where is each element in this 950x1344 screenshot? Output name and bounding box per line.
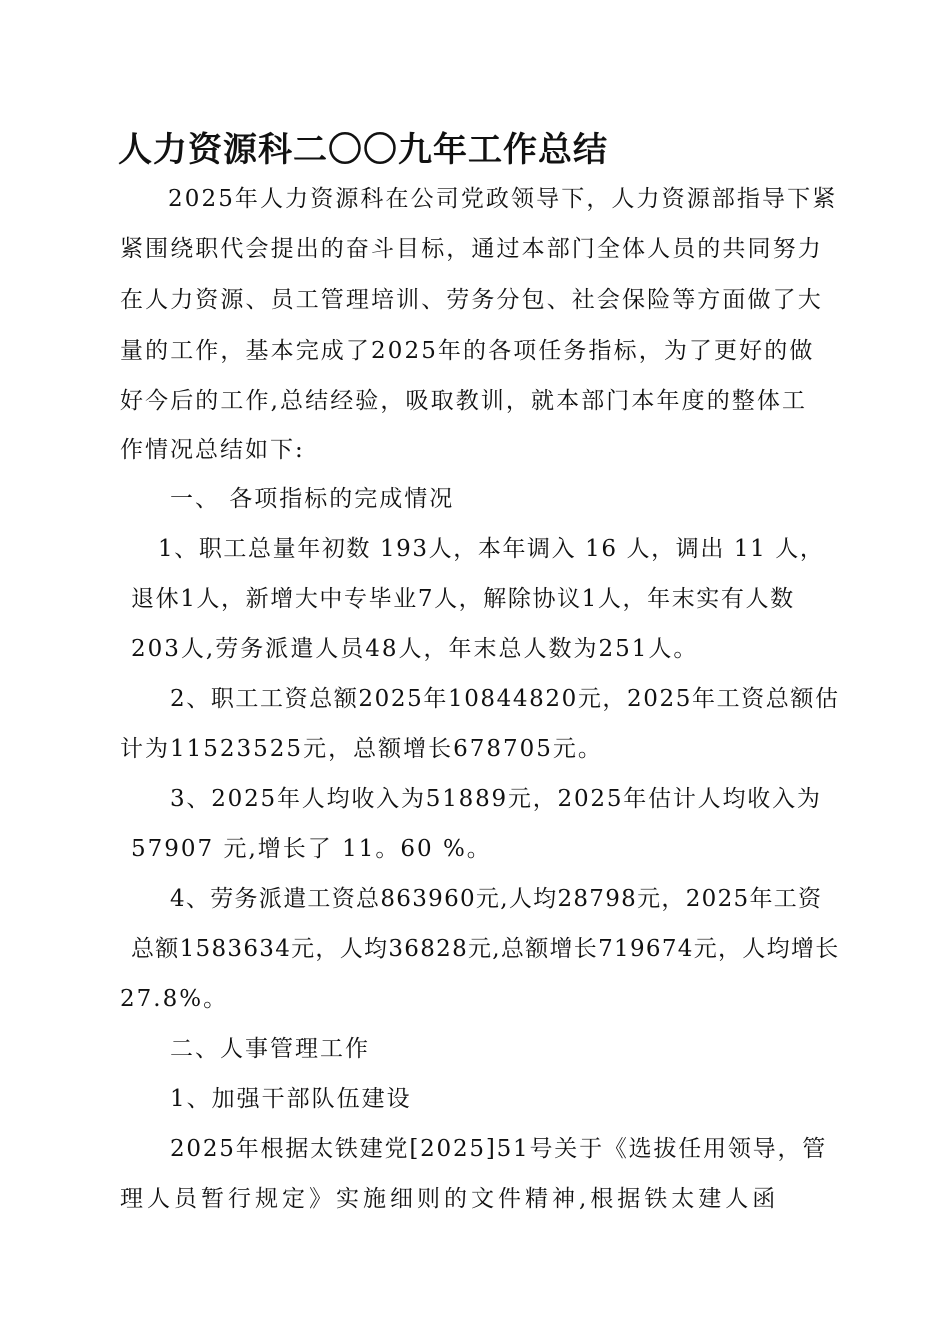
document-title: 人力资源科二〇〇九年工作总结 bbox=[118, 130, 608, 170]
body-line: 总额1583634元，人均36828元,总额增长719674元，人均增长 bbox=[131, 936, 840, 962]
body-line: 2025年人力资源科在公司党政领导下，人力资源部指导下紧 bbox=[168, 186, 838, 212]
body-line: 203人,劳务派遣人员48人，年末总人数为251人。 bbox=[131, 636, 699, 662]
body-line: 3、2025年人均收入为51889元，2025年估计人均收入为 bbox=[170, 786, 822, 812]
body-line: 1、职工总量年初数 193人，本年调入 16 人，调出 11 人， bbox=[158, 536, 825, 562]
subsection-heading: 1、加强干部队伍建设 bbox=[170, 1086, 412, 1112]
body-line: 量的工作，基本完成了2025年的各项任务指标，为了更好的做 bbox=[120, 338, 815, 364]
body-line: 在人力资源、员工管理培训、劳务分包、社会保险等方面做了大 bbox=[120, 287, 823, 313]
section-heading: 二、人事管理工作 bbox=[170, 1036, 370, 1062]
body-line: 理人员暂行规定》实施细则的文件精神,根据铁太建人函 bbox=[120, 1186, 780, 1212]
body-line: 紧围绕职代会提出的奋斗目标，通过本部门全体人员的共同努力 bbox=[120, 236, 823, 262]
body-line: 2025年根据太铁建党[2025]51号关于《选拔任用领导，管 bbox=[170, 1136, 828, 1162]
section-heading: 一、 各项指标的完成情况 bbox=[170, 486, 455, 512]
body-line: 好今后的工作,总结经验，吸取教训，就本部门本年度的整体工 bbox=[120, 388, 808, 414]
body-line: 57907 元,增长了 11。60 %。 bbox=[131, 836, 492, 862]
body-line: 27.8%。 bbox=[120, 986, 229, 1012]
body-line: 2、职工工资总额2025年10844820元，2025年工资总额估 bbox=[170, 686, 840, 712]
body-line: 退休1人，新增大中专毕业7人，解除协议1人，年末实有人数 bbox=[131, 586, 795, 612]
body-line: 4、劳务派遣工资总863960元,人均28798元，2025年工资 bbox=[170, 886, 823, 912]
body-line: 计为11523525元，总额增长678705元。 bbox=[120, 736, 603, 762]
body-line: 作情况总结如下: bbox=[120, 437, 305, 463]
